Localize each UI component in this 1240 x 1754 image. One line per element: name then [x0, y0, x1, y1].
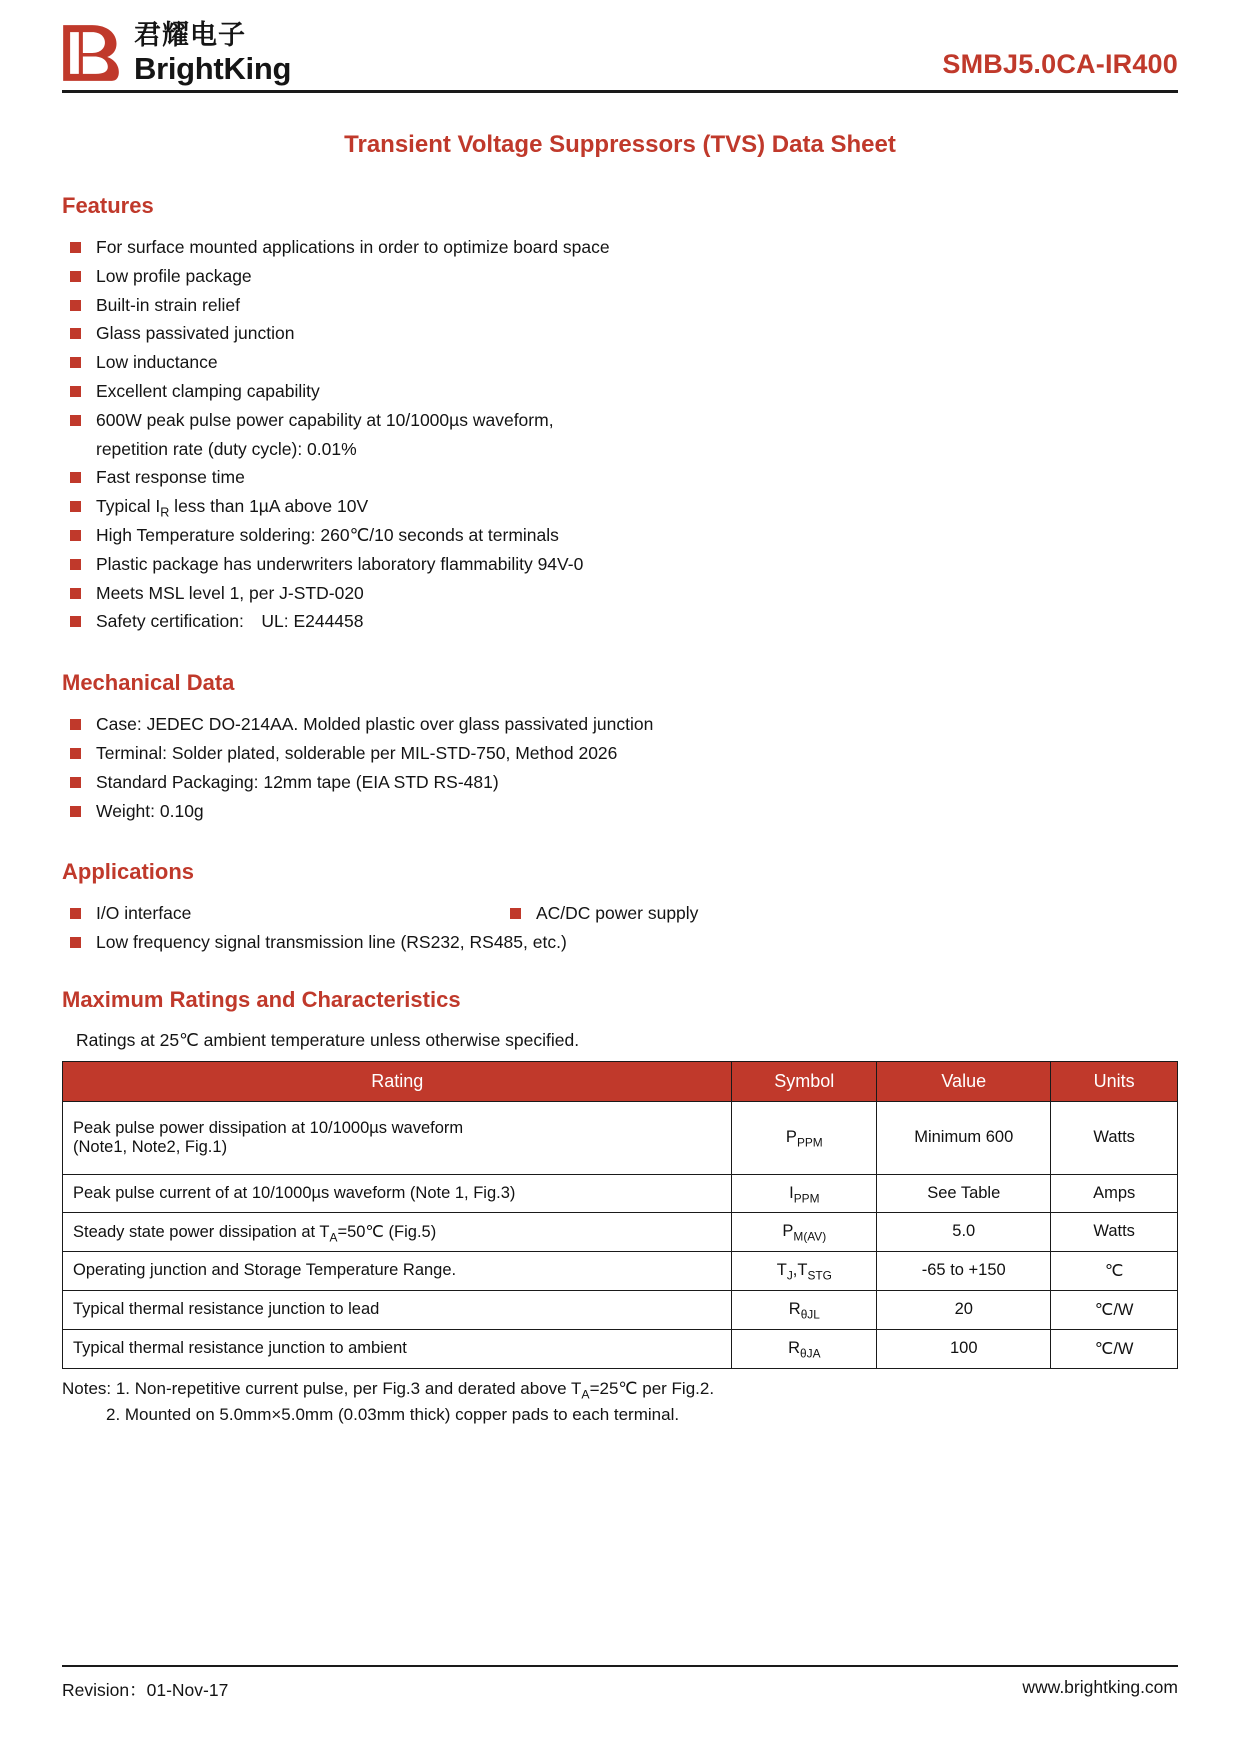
list-item: [62, 899, 502, 928]
table-row: [63, 1212, 1178, 1251]
symbol-base: P: [785, 1128, 797, 1147]
logo-chinese-name: 君耀电子: [134, 20, 246, 51]
table-row: [63, 1174, 1178, 1212]
cell-value: 100: [877, 1329, 1051, 1368]
note-2: 2. Mounted on 5.0mm×5.0mm (0.03mm thick) copper pads to each terminal.: [106, 1404, 680, 1424]
column-header-units: Units: [1051, 1061, 1178, 1101]
feature-text: Low profile package: [96, 265, 252, 286]
bullet-square-icon: [70, 937, 81, 948]
cell-symbol: [732, 1329, 877, 1368]
features-list: [62, 233, 1178, 636]
list-item: [62, 377, 1178, 406]
mechanical-text: Terminal: Solder plated, solderable per MIL-STD-750, Method 2026: [96, 742, 618, 763]
feature-text: Plastic package has underwriters laboratory flammability 94V-0: [96, 553, 584, 574]
list-item: [502, 899, 1178, 928]
list-item: [62, 291, 1178, 320]
logo-english-name: BrightKing: [134, 51, 292, 86]
application-text: AC/DC power supply: [536, 903, 699, 924]
bullet-square-icon: [70, 588, 81, 599]
table-row: [63, 1329, 1178, 1368]
bullet-square-icon: [70, 300, 81, 311]
bullet-square-icon: [70, 357, 81, 368]
list-item: [62, 607, 1178, 636]
bullet-square-icon: [70, 415, 81, 426]
symbol-subscript: PPM: [793, 1191, 820, 1206]
symbol-base: R: [788, 1339, 801, 1358]
cell-symbol: [732, 1174, 877, 1212]
mechanical-data-heading: Mechanical Data: [62, 670, 235, 696]
symbol-subscript: M(AV): [793, 1229, 827, 1244]
cell-rating: Typical thermal resistance junction to ambient: [63, 1329, 732, 1368]
cell-value: -65 to +150: [877, 1251, 1051, 1290]
table-row: [63, 1101, 1178, 1174]
bullet-square-icon: [510, 908, 521, 919]
list-item: [62, 319, 1178, 348]
table-notes: [62, 1376, 1178, 1428]
list-item: [62, 797, 1178, 826]
rating-post: =50℃ (Fig.5): [337, 1222, 437, 1241]
list-item: [62, 579, 1178, 608]
feature-text-ir-pre: Typical I: [96, 496, 161, 517]
table-header-row: [63, 1061, 1178, 1101]
bullet-square-icon: [70, 559, 81, 570]
application-text: I/O interface: [96, 903, 192, 924]
list-item: [62, 739, 1178, 768]
cell-value: 20: [877, 1290, 1051, 1329]
rating-line-1: Peak pulse power dissipation at 10/1000µs waveform: [73, 1118, 464, 1137]
table-row: [63, 1251, 1178, 1290]
list-item: [62, 768, 1178, 797]
cell-units: ℃/W: [1051, 1290, 1178, 1329]
symbol-base-2: ,T: [792, 1261, 808, 1280]
bullet-square-icon: [70, 616, 81, 627]
symbol-subscript: θJA: [800, 1346, 821, 1361]
page-title: Transient Voltage Suppressors (TVS) Data Sheet: [344, 131, 896, 158]
rating-line-2: (Note1, Note2, Fig.1): [73, 1137, 228, 1156]
page-footer: [62, 1665, 1178, 1702]
bullet-square-icon: [70, 719, 81, 730]
feature-text: Low inductance: [96, 352, 218, 373]
feature-text: Built-in strain relief: [96, 294, 240, 315]
maximum-ratings-table: [62, 1061, 1178, 1369]
feature-text-continued: repetition rate (duty cycle): 0.01%: [96, 438, 357, 459]
applications-column-right: [502, 899, 1178, 928]
applications-heading: Applications: [62, 859, 195, 885]
bullet-square-icon: [70, 386, 81, 397]
mechanical-text: Weight: 0.10g: [96, 800, 204, 821]
cell-rating: Operating junction and Storage Temperature Range.: [63, 1251, 732, 1290]
cell-units: ℃/W: [1051, 1329, 1178, 1368]
bullet-square-icon: [70, 242, 81, 253]
feature-subscript-r: R: [160, 505, 170, 520]
list-item: [62, 233, 1178, 262]
list-item: [62, 463, 1178, 492]
symbol-base: I: [789, 1183, 794, 1202]
bullet-square-icon: [70, 271, 81, 282]
bullet-square-icon: [70, 328, 81, 339]
note-1-subscript: A: [581, 1387, 590, 1402]
symbol-subscript: PPM: [796, 1135, 823, 1150]
cell-rating: Typical thermal resistance junction to lead: [63, 1290, 732, 1329]
symbol-base: R: [788, 1300, 801, 1319]
rating-pre: Steady state power dissipation at T: [73, 1222, 330, 1241]
symbol-subscript: J: [786, 1268, 793, 1283]
cell-symbol: [732, 1212, 877, 1251]
bullet-square-icon: [70, 806, 81, 817]
bullet-square-icon: [70, 748, 81, 759]
ratings-intro-text: Ratings at 25℃ ambient temperature unless otherwise specified.: [76, 1029, 580, 1050]
company-logo: [62, 22, 291, 84]
column-header-value: Value: [877, 1061, 1051, 1101]
column-header-rating: Rating: [63, 1061, 732, 1101]
feature-text: Safety certification: UL: E244458: [96, 611, 364, 632]
list-item: [62, 348, 1178, 377]
cell-units: ℃: [1051, 1251, 1178, 1290]
cell-value: See Table: [877, 1174, 1051, 1212]
column-header-symbol: Symbol: [732, 1061, 877, 1101]
table-row: [63, 1290, 1178, 1329]
list-item: [62, 262, 1178, 291]
list-item: [62, 710, 1178, 739]
mechanical-text: Standard Packaging: 12mm tape (EIA STD RS-481): [96, 771, 499, 792]
symbol-subscript: θJL: [800, 1307, 820, 1322]
brightking-b-logo-icon: [62, 24, 120, 82]
cell-rating: [63, 1101, 732, 1174]
feature-text-ir-post: less than 1µA above 10V: [169, 496, 369, 517]
revision-text: Revision：01-Nov-17: [62, 1680, 229, 1700]
feature-text: Fast response time: [96, 467, 245, 488]
feature-text: Excellent clamping capability: [96, 380, 320, 401]
list-item: [62, 550, 1178, 579]
cell-symbol: [732, 1101, 877, 1174]
cell-symbol: [732, 1290, 877, 1329]
note-1-post: =25℃ per Fig.2.: [589, 1378, 715, 1398]
applications-column-left: [62, 899, 502, 928]
bullet-square-icon: [70, 777, 81, 788]
website-text: www.brightking.com: [1022, 1677, 1178, 1697]
feature-text: 600W peak pulse power capability at 10/1000µs waveform,: [96, 409, 554, 430]
cell-units: Amps: [1051, 1174, 1178, 1212]
applications-list: [62, 899, 1178, 957]
cell-value: 5.0: [877, 1212, 1051, 1251]
logo-wordmark: [134, 22, 291, 84]
symbol-base: T: [776, 1261, 787, 1280]
rating-subscript: A: [329, 1230, 338, 1245]
applications-row-second: [62, 928, 1178, 957]
bullet-square-icon: [70, 472, 81, 483]
symbol-base: P: [782, 1222, 794, 1241]
cell-rating: Peak pulse current of at 10/1000µs waveform (Note 1, Fig.3): [63, 1174, 732, 1212]
mechanical-text: Case: JEDEC DO-214AA. Molded plastic over glass passivated junction: [96, 714, 654, 735]
feature-text: Glass passivated junction: [96, 323, 295, 344]
part-number: SMBJ5.0CA-IR400: [942, 49, 1178, 79]
maximum-ratings-heading: Maximum Ratings and Characteristics: [62, 986, 461, 1012]
cell-value: Minimum 600: [877, 1101, 1051, 1174]
cell-units: Watts: [1051, 1212, 1178, 1251]
cell-units: Watts: [1051, 1101, 1178, 1174]
note-1-pre: Notes: 1. Non-repetitive current pulse, per Fig.3 and derated above T: [62, 1378, 582, 1398]
bullet-square-icon: [70, 501, 81, 512]
bullet-square-icon: [70, 530, 81, 541]
bullet-square-icon: [70, 908, 81, 919]
mechanical-data-list: [62, 710, 1178, 825]
application-text: Low frequency signal transmission line (RS232, RS485, etc.): [96, 932, 567, 953]
feature-text: For surface mounted applications in order to optimize board space: [96, 237, 610, 257]
applications-row: [62, 899, 1178, 928]
feature-text: Meets MSL level 1, per J-STD-020: [96, 582, 364, 603]
list-item: [62, 492, 1178, 521]
features-heading: Features: [62, 193, 154, 218]
page-header: [62, 0, 1178, 93]
list-item: [62, 521, 1178, 550]
list-item: [62, 928, 1178, 957]
list-item-continuation: [62, 435, 1178, 464]
cell-rating: [63, 1212, 732, 1251]
symbol-subscript-2: STG: [807, 1268, 832, 1283]
cell-symbol: [732, 1251, 877, 1290]
feature-text: High Temperature soldering: 260℃/10 seconds at terminals: [96, 524, 559, 545]
list-item: [62, 406, 1178, 435]
